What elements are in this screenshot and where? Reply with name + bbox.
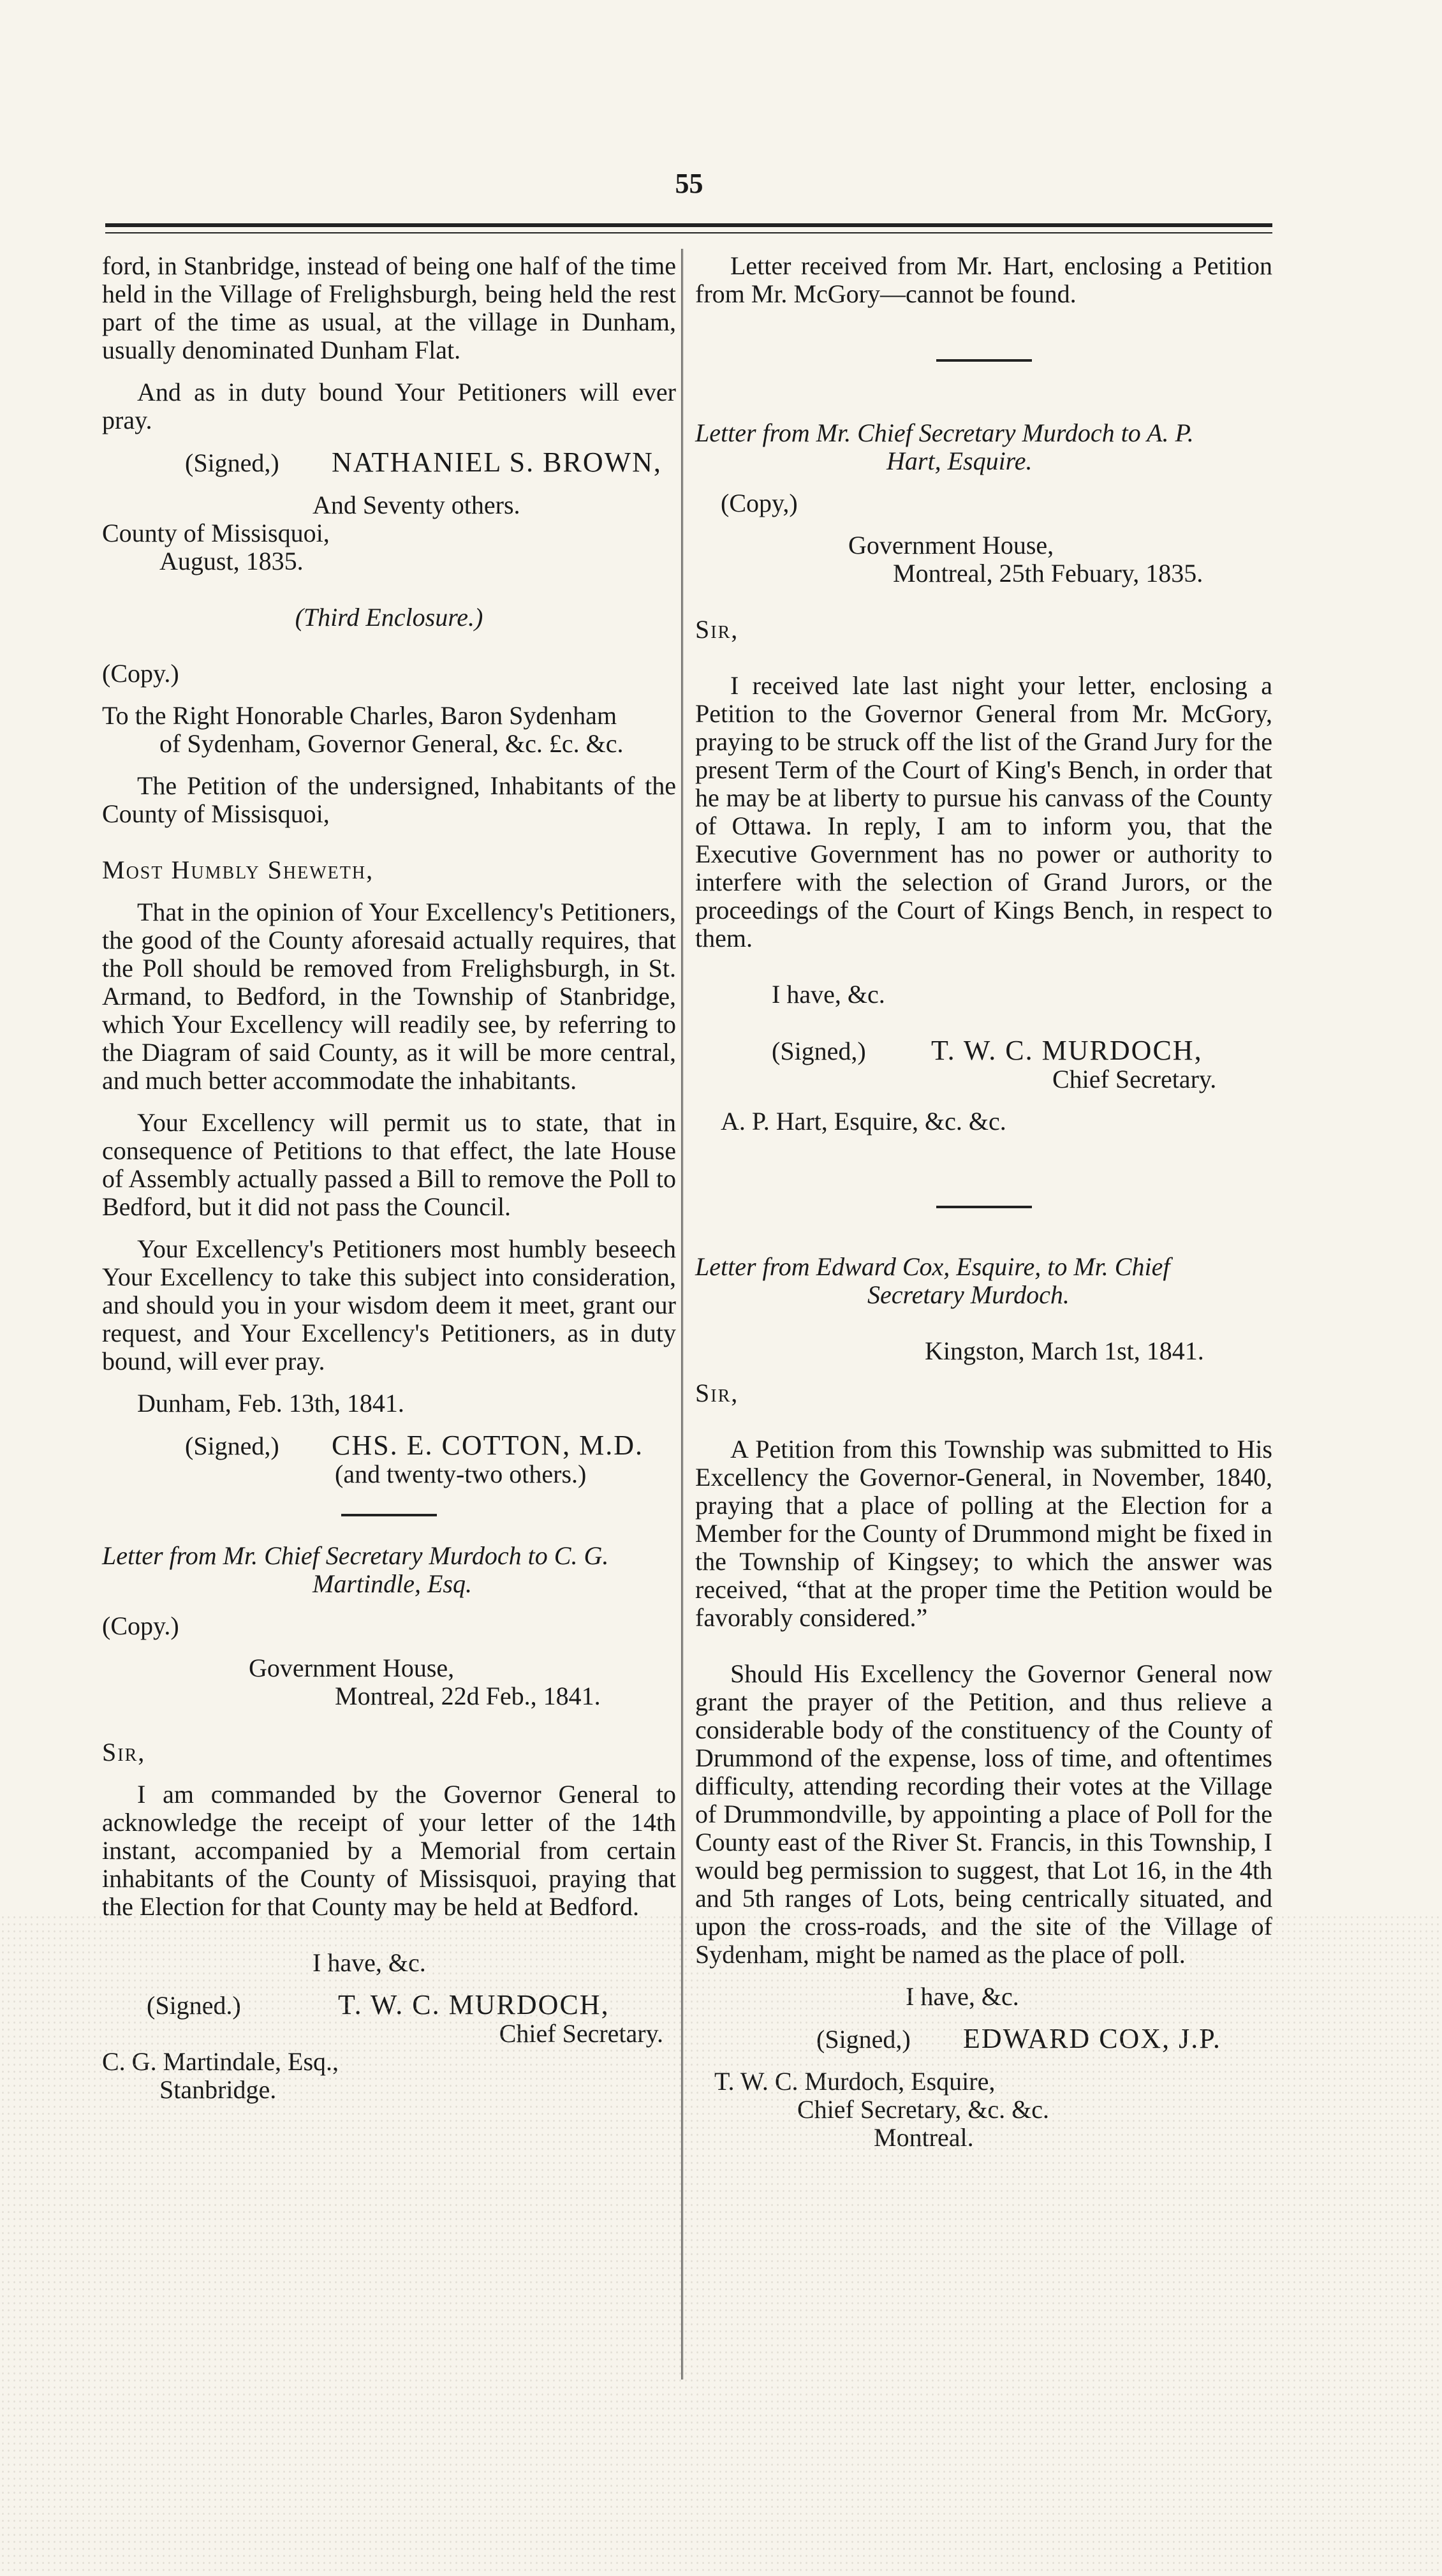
addressee-line: C. G. Martindale, Esq., — [102, 2047, 339, 2076]
copy-label: (Copy,) — [721, 489, 798, 517]
signed-label: (Signed,) — [185, 1432, 279, 1460]
column-divider — [681, 249, 686, 2380]
signatory-others: And Seventy others. — [313, 491, 520, 519]
enclosure-heading: (Third Enclosure.) — [295, 603, 483, 632]
addressee-line: T. W. C. Murdoch, Esquire, — [714, 2067, 996, 2096]
place-line: Government House, — [848, 531, 1054, 559]
closing-line: I have, &c. — [906, 1982, 1019, 2011]
letter-body: A Petition from this Township was submitted to His Excellency the Governor-General, in November, 1840, praying that a place of polling at the Election for a Member for the County of Drummond might be fixed in the Township of Kingsey; to which the answer was received, “that at the proper time the Petition would be favorably considered.” — [695, 1435, 1272, 1632]
petition-paragraph: Your Excellency will permit us to state, that in consequence of Petitions to that effect, the late House of Assembly actually passed a Bill to remove the Poll to Bedford, but it did not pass the Council. — [102, 1108, 676, 1221]
sheweth-heading: Most Humbly Sheweth, — [102, 855, 374, 884]
letter-body: I received late last night your letter, enclosing a Petition to the Governor General from Mr. McGory, praying to be struck off the list of the Grand Jury for the present Term of the Court of King's Bench, in order that he may be at liberty to pursue his canvass of the County of Ottawa. In reply, I am to inform you, that the Executive Government has no power or authority to interfere with the selection of Grand Jurors, or the proceedings of the Court of Kings Bench, in respect to them. — [695, 671, 1272, 952]
signed-label: (Signed.) — [147, 1991, 241, 2020]
letter-heading: Hart, Esquire. — [887, 447, 1033, 475]
addressee-line: Chief Secretary, &c. &c. — [797, 2095, 1050, 2124]
date-line: Dunham, Feb. 13th, 1841. — [137, 1389, 404, 1418]
right-opening-paragraph: Letter received from Mr. Hart, enclosing a Petition from Mr. McGory—cannot be found. — [695, 251, 1272, 308]
duty-paragraph: And as in duty bound Your Petitioners will ever pray. — [102, 378, 676, 434]
left-opening-paragraph: ford, in Stanbridge, instead of being one half of the time held in the Village of Frelighsburgh, being held the rest part of the time as usual, at the village in Dunham, usually denominated Dunham Flat. — [102, 251, 676, 364]
date-line: Montreal, 25th Febuary, 1835. — [893, 559, 1203, 588]
address-line: of Sydenham, Governor General, &c. £c. &c. — [159, 729, 624, 758]
section-rule — [936, 1206, 1032, 1208]
petition-intro: The Petition of the undersigned, Inhabitants of the County of Missisquoi, — [102, 771, 676, 828]
copy-label: (Copy.) — [102, 659, 179, 688]
signatory-title: Chief Secretary. — [1052, 1065, 1217, 1093]
letter-heading: Martindle, Esq. — [313, 1569, 472, 1598]
signatory-name: NATHANIEL S. BROWN, — [332, 447, 662, 478]
salutation: Sir, — [695, 615, 739, 644]
date-line: Kingston, March 1st, 1841. — [925, 1336, 1204, 1365]
letter-heading: Secretary Murdoch. — [867, 1280, 1070, 1309]
address-line: To the Right Honorable Charles, Baron Sydenham — [102, 701, 617, 730]
closing-line: I have, &c. — [313, 1948, 426, 1977]
date-line: Montreal, 22d Feb., 1841. — [335, 1682, 601, 1710]
signature-cotton — [102, 1432, 676, 1460]
letter-body: I am commanded by the Governor General to acknowledge the receipt of your letter of the 14th instant, accompanied by a Memorial from certain inhabitants of the County of Missisquoi, praying that the Election for that County may be held at Bedford. — [102, 1780, 676, 1921]
closing-line: I have, &c. — [772, 980, 885, 1009]
date-line: August, 1835. — [159, 547, 304, 575]
petition-paragraph: Your Excellency's Petitioners most humbly beseech Your Excellency to take this subject into consideration, and should you in your wisdom deem it meet, grant our request, and Your Excellency's Petitioners, as in duty bound, will ever pray. — [102, 1234, 676, 1375]
header-rule — [105, 223, 1272, 233]
signatory-name: CHS. E. COTTON, M.D. — [332, 1430, 644, 1461]
place-line: Government House, — [249, 1654, 455, 1682]
signed-label: (Signed,) — [185, 448, 279, 477]
place-line: County of Missisquoi, — [102, 519, 330, 547]
salutation: Sir, — [102, 1738, 146, 1766]
letter-heading: Letter from Mr. Chief Secretary Murdoch to A. P. — [695, 418, 1194, 447]
letter-heading: Letter from Mr. Chief Secretary Murdoch to C. G. — [102, 1541, 609, 1570]
section-rule — [936, 359, 1032, 362]
signatory-name: T. W. C. MURDOCH, — [338, 1989, 610, 2020]
addressee-line: Montreal. — [874, 2123, 974, 2152]
left-column — [102, 252, 676, 2104]
signature-brown — [102, 448, 676, 477]
letter-body: Should His Excellency the Governor General now grant the prayer of the Petition, and thus relieve a considerable body of the constituency of the County of Drummond of the expense, loss of time, and oftentimes difficulty, attending recording their votes at the Village of Drummondville, by appointing a place of Poll for the County east of the River St. Francis, in this Township, I would beg permission to suggest, that Lot 16, in the 4th and 5th ranges of Lots, being centrically situated, and upon the cross-roads, and the site of the Village of Sydenham, might be named as the place of poll. — [695, 1659, 1272, 1969]
letter-heading: Letter from Edward Cox, Esquire, to Mr. Chief — [695, 1252, 1170, 1281]
copy-label: (Copy.) — [102, 1611, 179, 1640]
signature-cox — [695, 2025, 1272, 2054]
addressee-line: Stanbridge. — [159, 2075, 277, 2104]
right-column — [695, 252, 1272, 2152]
section-rule — [341, 1514, 437, 1516]
signatory-name: T. W. C. MURDOCH, — [931, 1035, 1203, 1066]
addressee-line: A. P. Hart, Esquire, &c. &c. — [721, 1107, 1006, 1136]
signed-label: (Signed,) — [772, 1037, 866, 1065]
petition-paragraph: That in the opinion of Your Excellency's Petitioners, the good of the County aforesaid actually requires, that the Poll should be removed from Frelighsburgh, in St. Armand, to Bedford, in the Township of Stanbridge, which Your Excellency will readily see, by referring to the Diagram of said County, as it will be more central, and much better accommodate the inhabitants. — [102, 898, 676, 1095]
salutation: Sir, — [695, 1379, 739, 1407]
signatory-others: (and twenty-two others.) — [335, 1460, 587, 1488]
signatory-name: EDWARD COX, J.P. — [963, 2023, 1221, 2054]
signature-murdoch-right — [695, 1037, 1272, 1065]
signatory-title: Chief Secretary. — [499, 2019, 663, 2048]
signed-label: (Signed,) — [816, 2025, 911, 2054]
page-number: 55 — [675, 168, 703, 199]
signature-murdoch — [102, 1991, 676, 2020]
